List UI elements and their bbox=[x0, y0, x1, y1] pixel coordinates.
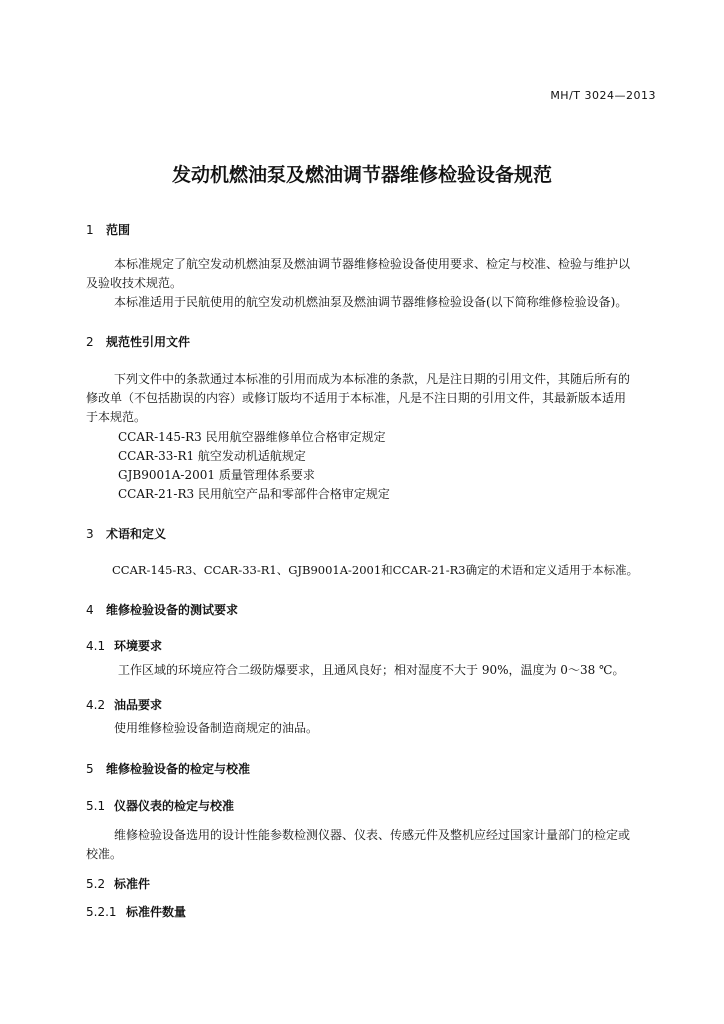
section-4-heading bbox=[86, 601, 238, 618]
section-number: 5 bbox=[86, 762, 94, 776]
document-title: 发动机燃油泵及燃油调节器维修检验设备规范 bbox=[171, 164, 552, 186]
section-title: 术语和定义 bbox=[106, 527, 167, 541]
section-number: 5.2.1 bbox=[86, 905, 117, 919]
section-title: 环境要求 bbox=[114, 639, 163, 653]
section-1-heading bbox=[86, 221, 130, 238]
reference-item: CCAR-145-R3 民用航空器维修单位合格审定规定 bbox=[118, 430, 386, 444]
section-4-1-heading bbox=[86, 637, 162, 654]
section-title: 规范性引用文件 bbox=[106, 335, 191, 349]
section-number: 3 bbox=[86, 527, 94, 541]
section-2-heading bbox=[86, 333, 190, 350]
section-4-1-paragraph-line-1: 工作区域的环境应符合二级防爆要求，且通风良好；相对湿度不大于 90%，温度为 0～38 ℃。 bbox=[118, 663, 625, 677]
section-5-1-heading bbox=[86, 797, 234, 814]
section-number: 1 bbox=[86, 223, 94, 237]
section-number: 4.2 bbox=[86, 698, 106, 712]
section-4-2-paragraph-line-1: 使用维修检验设备制造商规定的油品。 bbox=[114, 721, 319, 735]
section-3-heading bbox=[86, 525, 166, 542]
reference-item: CCAR-33-R1 航空发动机适航规定 bbox=[118, 449, 306, 463]
section-1-paragraph-2-line-1: 本标准适用于民航使用的航空发动机燃油泵及燃油调节器维修检验设备(以下简称维修检验设备)。 bbox=[114, 295, 628, 309]
section-number: 2 bbox=[86, 335, 94, 349]
section-5-heading bbox=[86, 760, 250, 777]
section-1-paragraph-1-line-2: 及验收技术规范。 bbox=[86, 276, 183, 290]
section-number: 4 bbox=[86, 603, 94, 617]
section-5-2-1-heading bbox=[86, 903, 186, 920]
section-5-1-paragraph-line-2: 校准。 bbox=[86, 847, 123, 861]
section-2-paragraph-line-1: 下列文件中的条款通过本标准的引用而成为本标准的条款，凡是注日期的引用文件，其随后所有的 bbox=[114, 372, 631, 386]
reference-item: GJB9001A-2001 质量管理体系要求 bbox=[118, 468, 315, 482]
standard-code: MH/T 3024—2013 bbox=[550, 89, 656, 102]
reference-item: CCAR-21-R3 民用航空产品和零部件合格审定规定 bbox=[118, 487, 390, 501]
section-1-paragraph-1-line-1: 本标准规定了航空发动机燃油泵及燃油调节器维修检验设备使用要求、检定与校准、检验与维护以 bbox=[114, 257, 631, 271]
section-title: 标准件 bbox=[114, 877, 151, 891]
section-title: 维修检验设备的检定与校准 bbox=[106, 762, 251, 776]
section-4-2-heading bbox=[86, 696, 162, 713]
section-title: 维修检验设备的测试要求 bbox=[106, 603, 239, 617]
section-5-2-heading bbox=[86, 875, 150, 892]
section-title: 仪器仪表的检定与校准 bbox=[114, 799, 235, 813]
section-title: 油品要求 bbox=[114, 698, 163, 712]
section-title: 标准件数量 bbox=[126, 905, 187, 919]
section-title: 范围 bbox=[106, 223, 131, 237]
section-3-paragraph-line-1: CCAR-145-R3、CCAR-33-R1、GJB9001A-2001和CCAR-21-R3确定的术语和定义适用于本标准。 bbox=[112, 563, 639, 577]
section-number: 4.1 bbox=[86, 639, 106, 653]
section-number: 5.2 bbox=[86, 877, 106, 891]
section-2-paragraph-line-3: 于本规范。 bbox=[86, 410, 147, 424]
section-2-paragraph-line-2: 修改单（不包括勘误的内容）或修订版均不适用于本标准，凡是不注日期的引用文件，其最新版本适用 bbox=[86, 391, 627, 405]
section-5-1-paragraph-line-1: 维修检验设备选用的设计性能参数检测仪器、仪表、传感元件及整机应经过国家计量部门的检定或 bbox=[114, 828, 631, 842]
section-number: 5.1 bbox=[86, 799, 106, 813]
